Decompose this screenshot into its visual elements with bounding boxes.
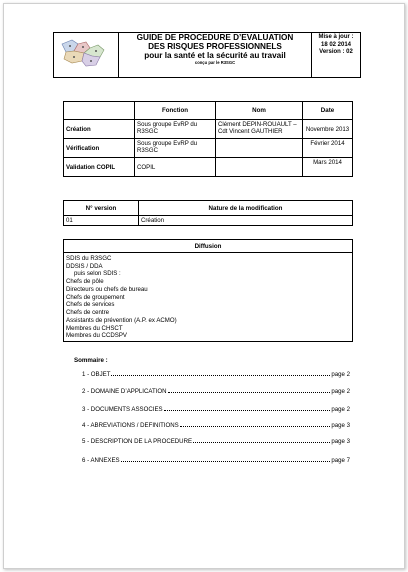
toc-entry[interactable] [82,371,350,378]
sommaire-title: Sommaire : [74,357,108,364]
version-num: 01 [64,216,139,226]
doc-title-line2: DES RISQUES PROFESSIONNELS [148,41,282,51]
list-item: Chefs de groupement [66,293,125,301]
row-nom [216,139,303,158]
table-row [64,139,353,158]
row-label: Création [64,120,135,139]
toc-label: 1 - OBJET [82,371,111,378]
row-date: Mars 2014 [303,158,353,177]
version-cell [312,33,361,78]
doc-title-line1: GUIDE DE PROCEDURE D’EVALUATION [136,33,294,42]
roles-header-fonction: Fonction [135,102,216,120]
toc-page: page 3 [331,438,350,445]
toc-page: page 2 [331,371,350,378]
list-item: Chefs de services [66,301,115,309]
update-date: 18 02 2014 [320,41,352,48]
document-page [3,3,405,569]
toc-entry[interactable] [82,406,350,413]
update-label: Mise à jour : [318,34,354,40]
table-row [64,120,353,139]
toc-entry[interactable] [82,457,350,464]
row-fonction: COPIL [135,158,216,177]
row-fonction: Sous groupe EvRP du R3SGC [135,120,216,139]
toc-leader [111,371,330,376]
toc-entry[interactable] [82,422,350,429]
toc-leader [193,438,330,443]
version-number: Version : 02 [319,49,353,55]
versions-table [63,200,353,226]
toc-page: page 2 [331,406,350,413]
toc-leader [168,388,331,393]
toc-page: page 7 [331,457,350,464]
doc-author: conçu par le R3SGC [194,59,236,65]
list-item: Chefs de centre [66,309,110,317]
list-item: DDSIS / DDA [66,262,103,270]
toc-leader [164,406,331,411]
diffusion-header: Diffusion [64,240,353,253]
version-nature: Création [139,216,353,226]
table-row [64,216,353,226]
roles-header-nom: Nom [216,102,303,120]
r3sgc-logo [56,34,112,72]
row-date: Février 2014 [303,139,353,158]
map-logo-icon [56,34,112,72]
header-table [53,32,361,78]
row-fonction: Sous groupe EvRP du R3SGC [135,139,216,158]
versions-header-num: N° version [64,201,139,216]
row-label: Validation COPIL [64,158,135,177]
list-item: Membres du CCDSPV [66,332,127,340]
toc-entry[interactable] [82,438,350,445]
list-item: Chefs de pôle [66,278,104,286]
toc-label: 3 - DOCUMENTS ASSOCIES [82,406,163,413]
row-nom [216,158,303,177]
toc-label: 4 - ABREVIATIONS / DEFINITIONS [82,422,179,429]
toc-label: 5 - DESCRIPTION DE LA PROCEDURE [82,438,193,445]
roles-header-date: Date [303,102,353,120]
doc-title-line3: pour la santé et la sécurité au travail [144,50,286,60]
list-item: SDIS du R3SGC [66,255,112,262]
row-nom: Clément DEPIN-ROUAULT –Cdt Vincent GAUTHIER [216,120,303,139]
list-item: puis selon SDIS : [74,270,121,278]
list-item: Directeurs ou chefs de bureau [66,285,148,293]
row-label: Vérification [64,139,135,158]
roles-table [63,101,353,177]
toc-label: 2 - DOMAINE D’APPLICATION [82,388,167,395]
logo-cell [54,33,119,78]
diffusion-table [63,239,353,342]
toc-page: page 3 [331,422,350,429]
versions-header-nature: Nature de la modification [139,201,353,216]
title-cell [119,33,312,78]
roles-header-empty [64,102,135,120]
list-item: Assistants de prévention (A.P. ex ACMO) [66,316,177,324]
toc-page: page 2 [331,388,350,395]
toc-entry[interactable] [82,388,350,395]
row-date: Novembre 2013 [303,120,353,139]
list-item: Membres du CHSCT [66,324,123,332]
toc-leader [121,457,331,462]
table-row [64,158,353,177]
diffusion-list [64,253,353,342]
toc-label: 6 - ANNEXES [82,457,120,464]
toc-leader [180,422,331,427]
